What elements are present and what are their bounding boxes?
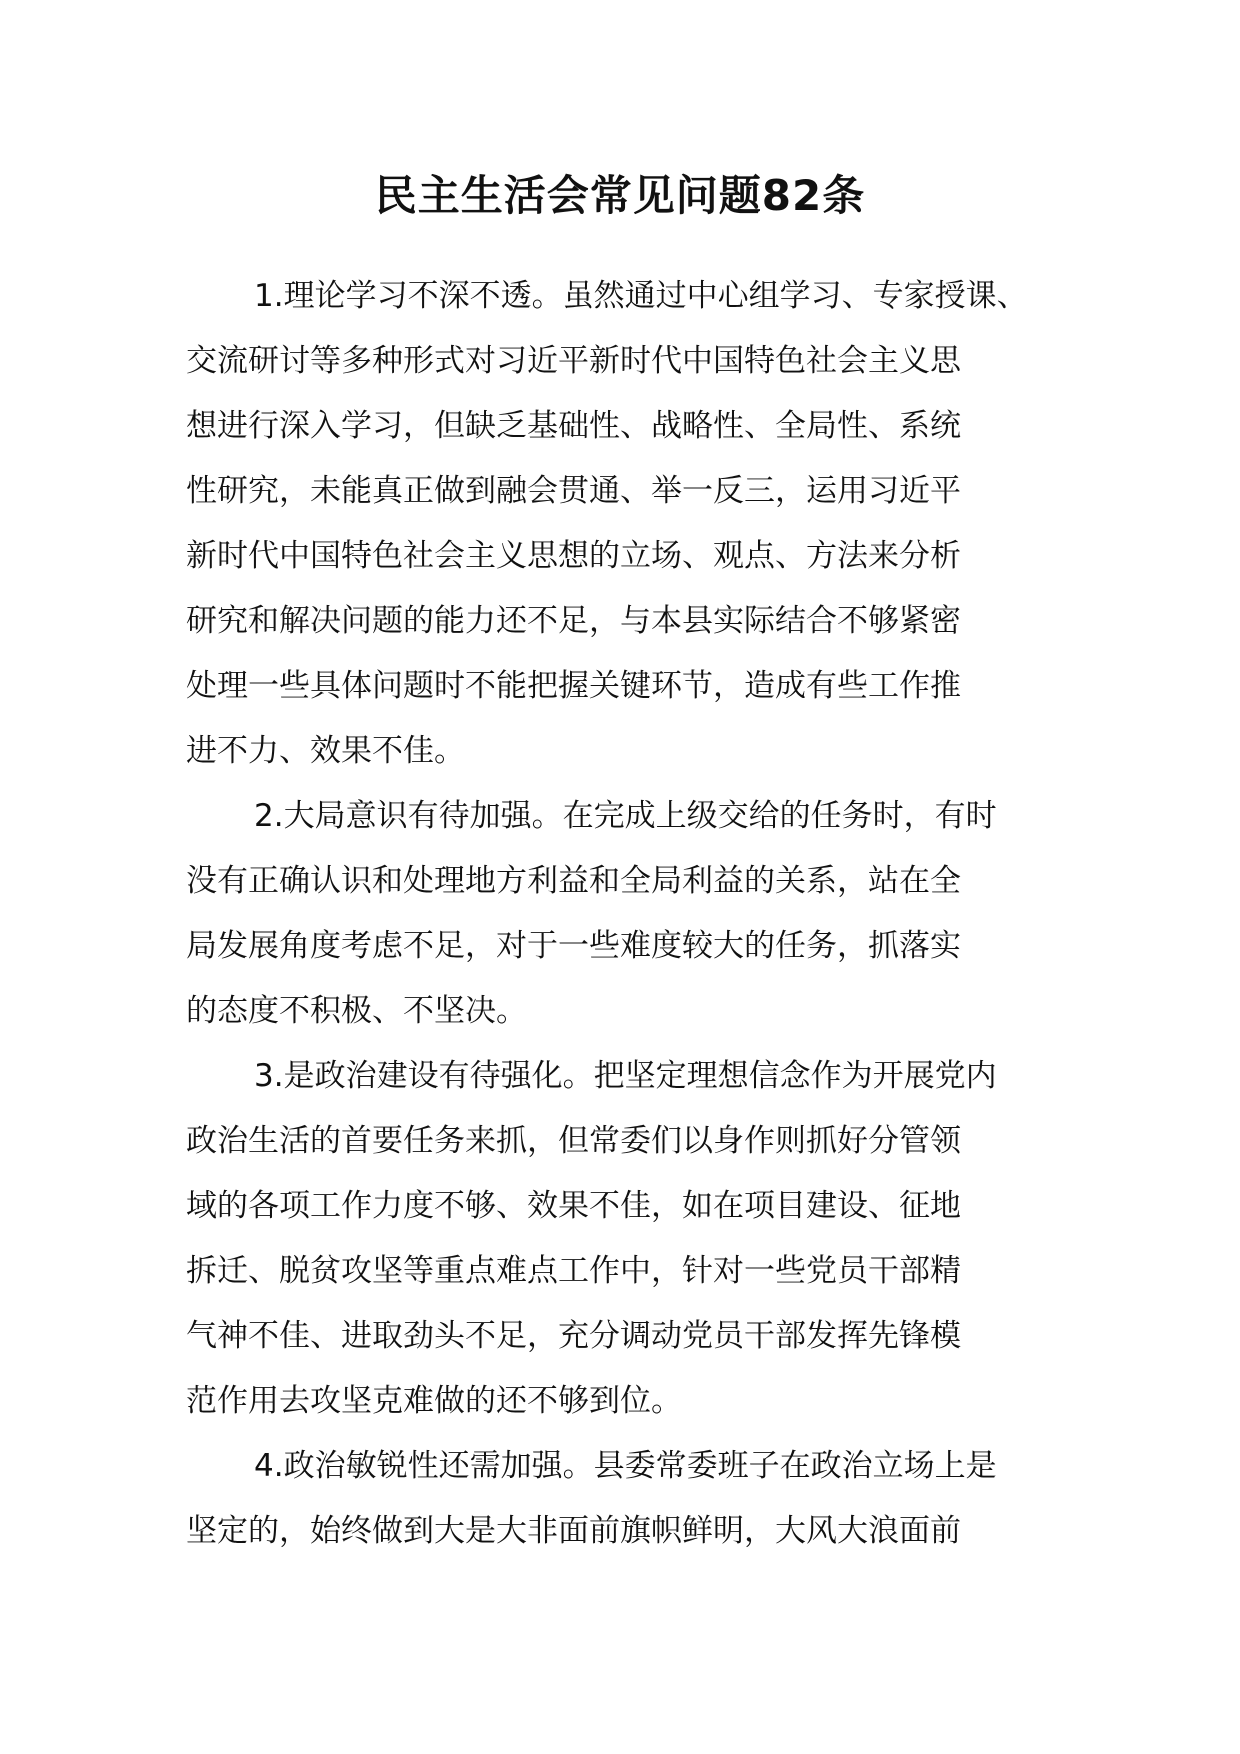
paragraph-line: 局发展角度考虑不足，对于一些难度较大的任务，抓落实: [186, 928, 961, 964]
paragraph-line: 坚定的，始终做到大是大非面前旗帜鲜明，大风大浪面前: [186, 1513, 961, 1549]
paragraph-line: 的态度不积极、不坚决。: [186, 993, 527, 1029]
paragraph-line: 3.是政治建设有待强化。把坚定理想信念作为开展党内: [254, 1058, 997, 1094]
document-title: 民主生活会常见问题82条: [374, 171, 866, 220]
paragraph-line: 性研究，未能真正做到融会贯通、举一反三，运用习近平: [186, 473, 961, 509]
paragraph-line: 拆迁、脱贫攻坚等重点难点工作中，针对一些党员干部精: [186, 1253, 961, 1289]
paragraph-line: 域的各项工作力度不够、效果不佳，如在项目建设、征地: [186, 1188, 961, 1224]
paragraph-line: 4.政治敏锐性还需加强。县委常委班子在政治立场上是: [254, 1448, 997, 1484]
paragraph-line: 交流研讨等多种形式对习近平新时代中国特色社会主义思: [186, 343, 961, 379]
paragraph-line: 范作用去攻坚克难做的还不够到位。: [186, 1383, 682, 1419]
paragraph-line: 气神不佳、进取劲头不足，充分调动党员干部发挥先锋模: [186, 1318, 961, 1354]
paragraph-line: 想进行深入学习，但缺乏基础性、战略性、全局性、系统: [186, 408, 961, 444]
paragraph-line: 没有正确认识和处理地方利益和全局利益的关系，站在全: [186, 863, 961, 899]
paragraph-3: [186, 1044, 1066, 1434]
paragraph-line: 进不力、效果不佳。: [186, 733, 465, 769]
paragraph-line: 政治生活的首要任务来抓，但常委们以身作则抓好分管领: [186, 1123, 961, 1159]
document-body: [186, 264, 1066, 1564]
paragraph-line: 1.理论学习不深不透。虽然通过中心组学习、专家授课、: [254, 278, 1028, 314]
paragraph-2: [186, 784, 1066, 1044]
paragraph-4: [186, 1434, 1066, 1564]
paragraph-line: 新时代中国特色社会主义思想的立场、观点、方法来分析: [186, 538, 961, 574]
paragraph-1: [186, 264, 1066, 784]
paragraph-line: 2.大局意识有待加强。在完成上级交给的任务时，有时: [254, 798, 997, 834]
paragraph-line: 处理一些具体问题时不能把握关键环节，造成有些工作推: [186, 668, 961, 704]
paragraph-line: 研究和解决问题的能力还不足，与本县实际结合不够紧密: [186, 603, 961, 639]
